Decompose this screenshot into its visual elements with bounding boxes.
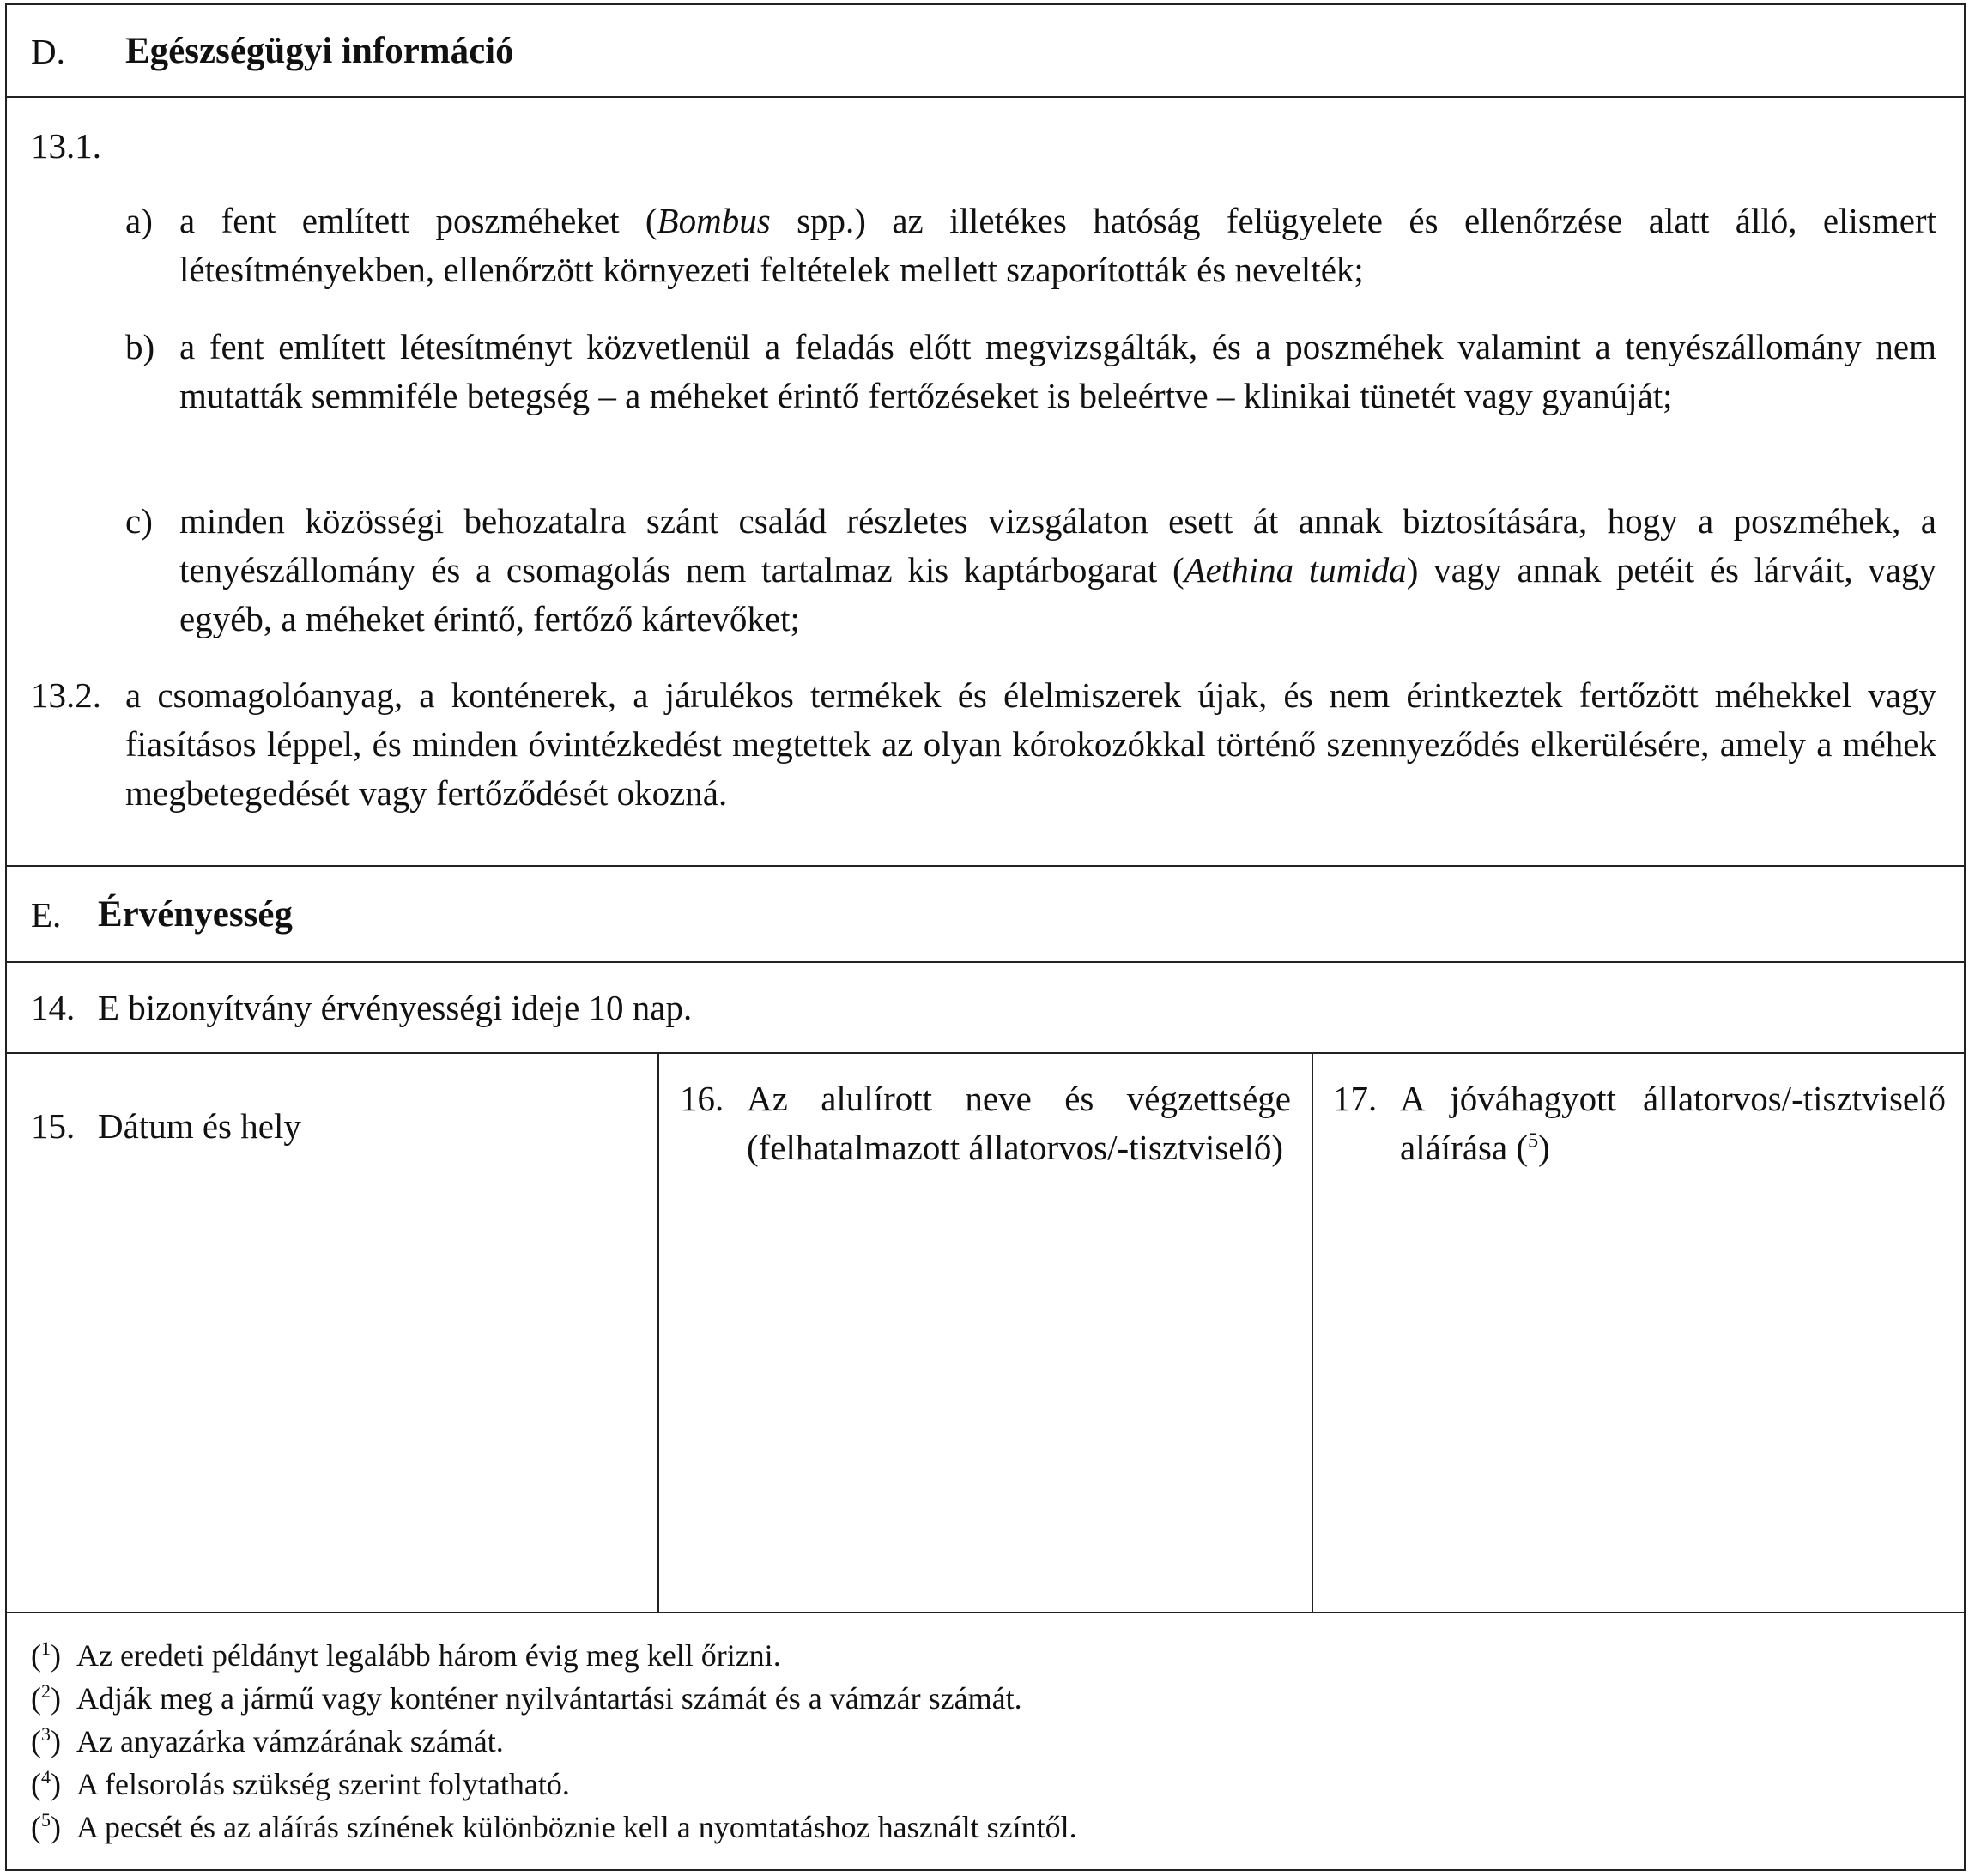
footnote: ($^3$) Az anyazárka vámzárának számát. <box>31 1723 504 1758</box>
item-a-marker: a) <box>125 201 153 240</box>
column-divider <box>657 1052 659 1612</box>
item-15-number: 15. <box>31 1106 76 1146</box>
item-14-number: 14. <box>31 988 76 1027</box>
section-d-label: D. <box>31 32 65 71</box>
footnote: ($^5$) A pecsét és az aláírás színének különböznie kell a nyomtatáshoz használt színtől. <box>31 1809 1077 1844</box>
section-d-title: Egészségügyi információ <box>125 31 514 71</box>
section-e-title: Érvényesség <box>98 894 293 935</box>
section-e-label: E. <box>31 895 62 935</box>
species-aethina: Aethina tumida <box>1184 550 1407 590</box>
item-b-marker: b) <box>125 327 155 366</box>
item-16-text: Az alulírott neve és végzettsége (felhatalmazott állatorvos/-tisztviselő) <box>747 1079 1291 1167</box>
footnote: ($^4$) A felsorolás szükség szerint folytatható. <box>31 1766 570 1801</box>
item-17-text: A jóváhagyott állatorvos/-tisztviselő aláírása ($^5$) <box>1400 1079 1946 1167</box>
item-13-2-text: a csomagolóanyag, a konténerek, a járulékos termékek és élelmiszerek újak, és nem érintkeztek fertőzött méhekkel vagy fiasításos léppel, és minden óvintézkedést megtettek az olyan kórokozókkal történő szennyeződés elkerülésére, amely a méhek megbetegedését vagy fertőződését okozná. <box>125 675 1936 813</box>
divider <box>5 1052 1966 1054</box>
item-13-1-number: 13.1. <box>31 126 101 166</box>
divider <box>5 1612 1966 1613</box>
species-bombus: Bombus <box>657 201 771 240</box>
footnote: ($^1$) Az eredeti példányt legalább három évig meg kell őrizni. <box>31 1637 781 1673</box>
divider <box>5 961 1966 963</box>
item-b-text: a fent említett létesítményt közvetlenül a feladás előtt megvizsgálták, és a poszméhek valamint a tenyészállomány nem mutatták semmiféle betegség – a méheket érintő fertőzéseket is beleértve – klinikai tünetét vagy gyanúját; <box>179 327 1936 415</box>
item-15-text: Dátum és hely <box>98 1106 301 1146</box>
item-17-number: 17. <box>1333 1079 1378 1118</box>
divider <box>5 865 1966 867</box>
item-14-text: E bizonyítvány érvényességi ideje 10 nap. <box>98 988 693 1027</box>
footnote: ($^2$) Adják meg a jármű vagy konténer nyilvántartási számát és a vámzár számát. <box>31 1680 1022 1716</box>
item-a-text: a fent említett poszméheket (Bombus spp.) az illetékes hatóság felügyelete és ellenőrzése alatt álló, elismert létesítményekben, ellenőrzött környezeti feltételek mellett szaporították és nevelték; <box>179 201 1936 289</box>
column-divider <box>1312 1052 1313 1612</box>
item-16-number: 16. <box>680 1079 724 1118</box>
item-c-marker: c) <box>125 501 153 541</box>
footnote-ref: 5 <box>1528 1129 1539 1153</box>
divider <box>5 96 1966 98</box>
item-13-2-number: 13.2. <box>31 675 101 715</box>
item-c-text: minden közösségi behozatalra szánt család részletes vizsgálaton esett át annak biztosítására, hogy a poszméhek, a tenyészállomány és a csomagolás nem tartalmaz kis kaptárbogarat (Aethina tumida) vagy annak petéit és lárváit, vagy egyéb, a méheket érintő, fertőző kártevőket; <box>179 501 1936 638</box>
